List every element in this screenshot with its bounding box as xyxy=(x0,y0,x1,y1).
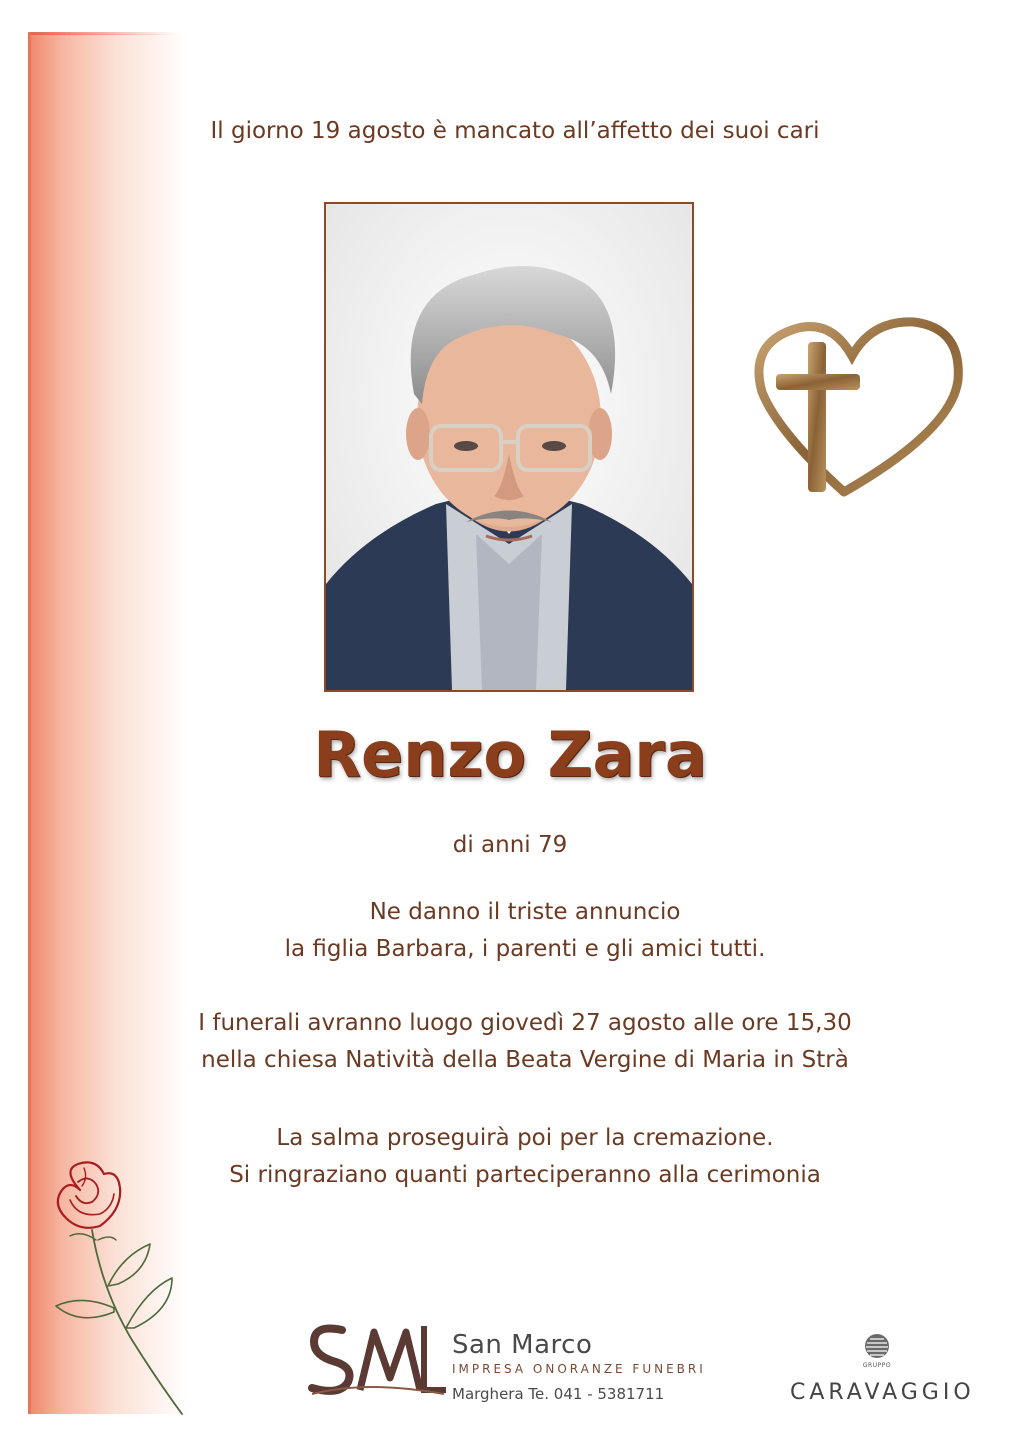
announcement-block xyxy=(130,894,920,968)
announcement-line: Ne danno il triste annuncio xyxy=(369,899,681,925)
decorative-border-top xyxy=(28,32,178,35)
closing-line: Si ringraziano quanti parteciperanno alla cerimonia xyxy=(229,1162,821,1188)
closing-block xyxy=(130,1120,920,1194)
company-subtitle: IMPRESA ONORANZE FUNEBRI xyxy=(452,1362,706,1376)
deceased-name: Renzo Zara xyxy=(313,718,707,791)
portrait-photo xyxy=(324,202,694,692)
company-name: San Marco xyxy=(452,1330,593,1360)
san-marco-logo xyxy=(308,1320,448,1398)
rose-icon xyxy=(22,1160,202,1418)
heart-cross-icon xyxy=(748,312,964,508)
funeral-line: I funerali avranno luogo giovedì 27 agosto alle ore 15,30 xyxy=(198,1010,852,1036)
funeral-line: nella chiesa Natività della Beata Vergine di Maria in Strà xyxy=(201,1047,849,1073)
caravaggio-logo xyxy=(864,1333,890,1359)
company-contact: Marghera Te. 041 - 5381711 xyxy=(452,1385,665,1403)
age-text: di anni 79 xyxy=(452,832,568,858)
intro-text: Il giorno 19 agosto è mancato all’affetto dei suoi cari xyxy=(210,118,820,144)
closing-line: La salma proseguirà poi per la cremazione. xyxy=(276,1125,774,1151)
funeral-block xyxy=(130,1005,920,1079)
announcement-line: la figlia Barbara, i parenti e gli amici tutti. xyxy=(284,936,766,962)
group-label: GRUPPO xyxy=(862,1362,892,1369)
group-name: CARAVAGGIO xyxy=(790,1380,975,1405)
